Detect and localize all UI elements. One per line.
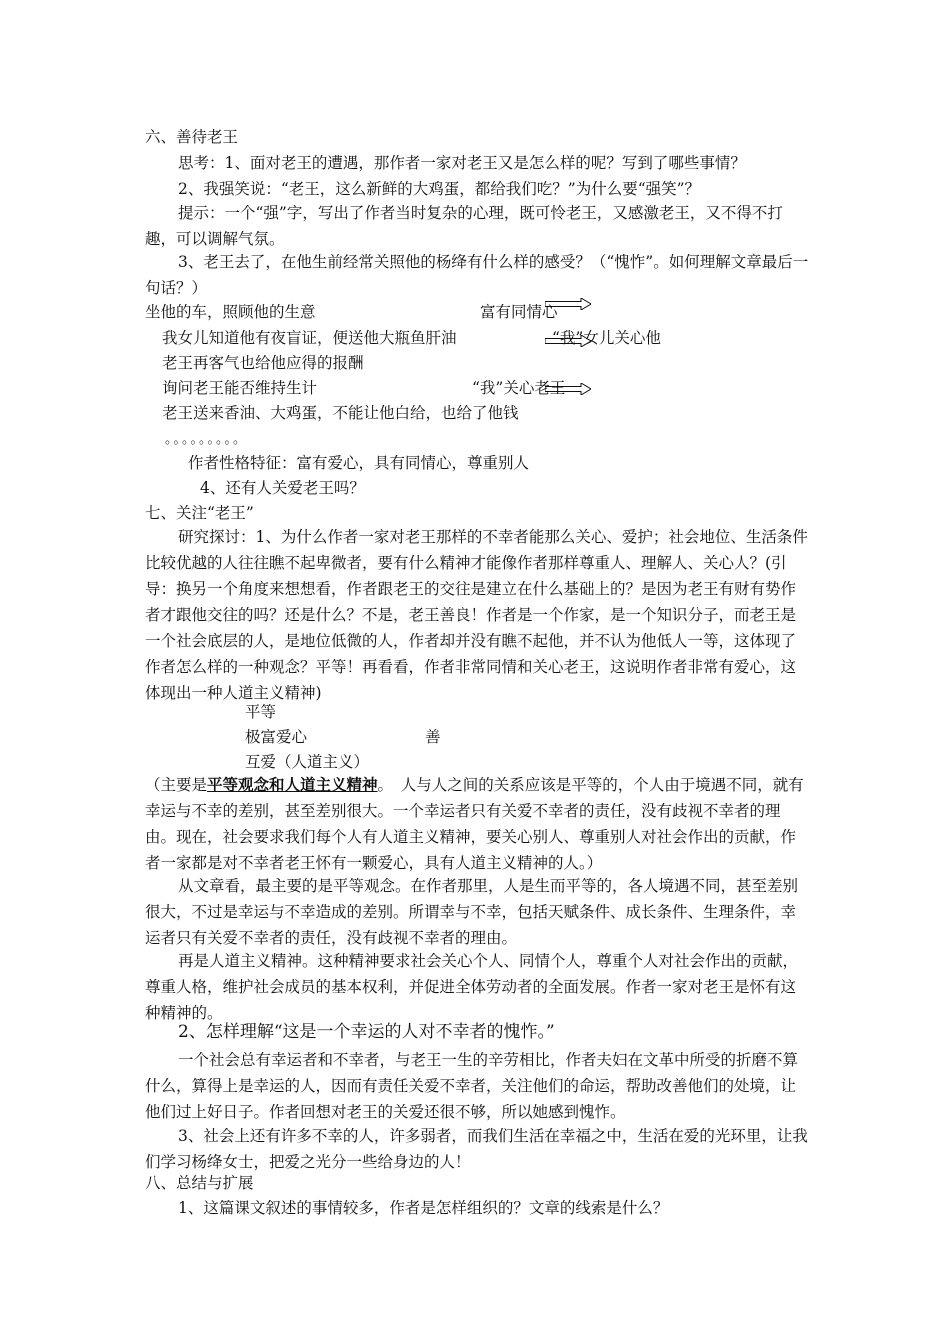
sec8-question-1: 1、这篇课文叙述的事情较多，作者是怎样组织的？文章的线索是什么？ [178, 1199, 669, 1217]
sec6-question-3: 3、老王去了，在他生前经常关照他的杨绛有什么样的感受？（“愧怍”。如何理解文章最后一句话？） [145, 253, 809, 297]
list-item-humanism: 互爱（人道主义） [245, 753, 370, 771]
ellipsis-dots: 。。。。。。。。。 [165, 432, 249, 447]
row-left-1: 坐他的车，照顾他的生意 [145, 303, 316, 321]
list-item-love: 极富爱心 [245, 728, 308, 746]
row-left-2: 我女儿知道他有夜盲证，便送他大瓶鱼肝油 [162, 329, 457, 347]
author-traits: 作者性格特征：富有爱心，具有同情心，尊重别人 [188, 454, 530, 472]
main-prefix: （主要是 [145, 776, 208, 794]
row-right-2: “我”女儿关心他 [552, 329, 661, 347]
main-rest: 。 人与人之间的关系应该是平等的，个人由于境遇不同，就有幸运与不幸的差别，甚至差别很大。一个幸运者只有关爱不幸者的责任，没有歧视不幸者的理由。现在，社会要求我们每个人有人道主义精神，要关心别人、尊重别人对社会作出的贡献，作者一家都是对不幸者老王怀有一颗爱心，具有人道主义精神的人。） [145, 776, 804, 872]
list-item-equal: 平等 [245, 703, 277, 721]
equality-paragraph: 从文章看，最主要的是平等观念。在作者那里，人是生而平等的，各人境遇不同，甚至差别很大，不过是幸运与不幸造成的差别。所谓幸与不幸，包括天赋条件、成长条件、生理条件，幸运者只有关爱不幸者的责任，没有歧视不幸者的理由。 [145, 877, 799, 947]
main-summary-paragraph [145, 772, 811, 876]
arrow-icon [545, 335, 591, 347]
sec6-question-4: 4、还有人关爱老王吗？ [200, 479, 365, 497]
row-left-3: 老王再客气也给他应得的报酬 [162, 354, 364, 372]
section-6-heading: 六、善待老王 [145, 128, 239, 146]
q3-paragraph: 3、社会上还有许多不幸的人，许多弱者，而我们生活在幸福之中，生活在爱的光环里，让我们学习杨绛女士，把爱之光分一些给身边的人！ [145, 1127, 808, 1171]
row-right-4: “我”关心老王 [472, 379, 566, 397]
shan-label: 善 [425, 728, 441, 746]
arrow-icon [545, 383, 591, 395]
row-left-4: 询问老王能否维持生计 [162, 379, 318, 397]
main-underline: 平等观念和人道主义精神 [207, 775, 378, 794]
humanism-paragraph: 再是人道主义精神。这种精神要求社会关心个人、同情个人，尊重个人对社会作出的贡献，尊重人格，维护社会成员的基本权利，并促进全体劳动者的全面发展。作者一家对老王是怀有这种精神的。 [145, 952, 799, 1022]
sec6-question-2: 2、我强笑说：“老王，这么新鲜的大鸡蛋，都给我们吃？”为什么要“强笑”？ [178, 180, 701, 198]
arrow-icon [545, 298, 591, 310]
section-8-heading: 八、总结与扩展 [145, 1174, 254, 1192]
sec7-question-2: 2、怎样理解“这是一个幸运的人对不幸者的愧怍。” [178, 1022, 555, 1042]
sec6-question-1: 思考：1、面对老王的遭遇，那作者一家对老王又是怎么样的呢？写到了哪些事情？ [178, 154, 746, 172]
sec6-hint: 提示：一个“强”字，写出了作者当时复杂的心理，既可怜老王，又感激老王，又不得不打趣，可以调解气氛。 [145, 204, 783, 248]
section-7-heading: 七、关注“老王” [145, 504, 254, 522]
row-right-1: 富有同情心 [480, 303, 558, 321]
q2-answer-paragraph: 一个社会总有幸运者和不幸者，与老王一生的辛劳相比，作者夫妇在文革中所受的折磨不算什么，算得上是幸运的人，因而有责任关爱不幸者，关注他们的命运，帮助改善他们的处境，让他们过上好日子。作者回想对老王的关爱还很不够，所以她感到愧怍。 [145, 1051, 799, 1121]
research-paragraph: 研究探讨：1、为什么作者一家对老王那样的不幸者能那么关心、爱护；社会地位、生活条件比较优越的人往往瞧不起卑微者，要有什么精神才能像作者那样尊重人、理解人、关心人？(引导：换另一个角度来想想看，作者跟老王的交往是建立在什么基础上的？是因为老王有财有势作者才跟他交往的吗？还是什么？不是，老王善良！作者是一个作家，是一个知识分子，而老王是一个社会底层的人，是地位低微的人，作者却并没有瞧不起他，并不认为他低人一等，这体现了作者怎么样的一种观念？平等！再看看，作者非常同情和关心老王，这说明作者非常有爱心，这体现出一种人道主义精神) [145, 528, 808, 702]
row-left-5: 老王送来香油、大鸡蛋，不能让他白给，也给了他钱 [162, 404, 519, 422]
